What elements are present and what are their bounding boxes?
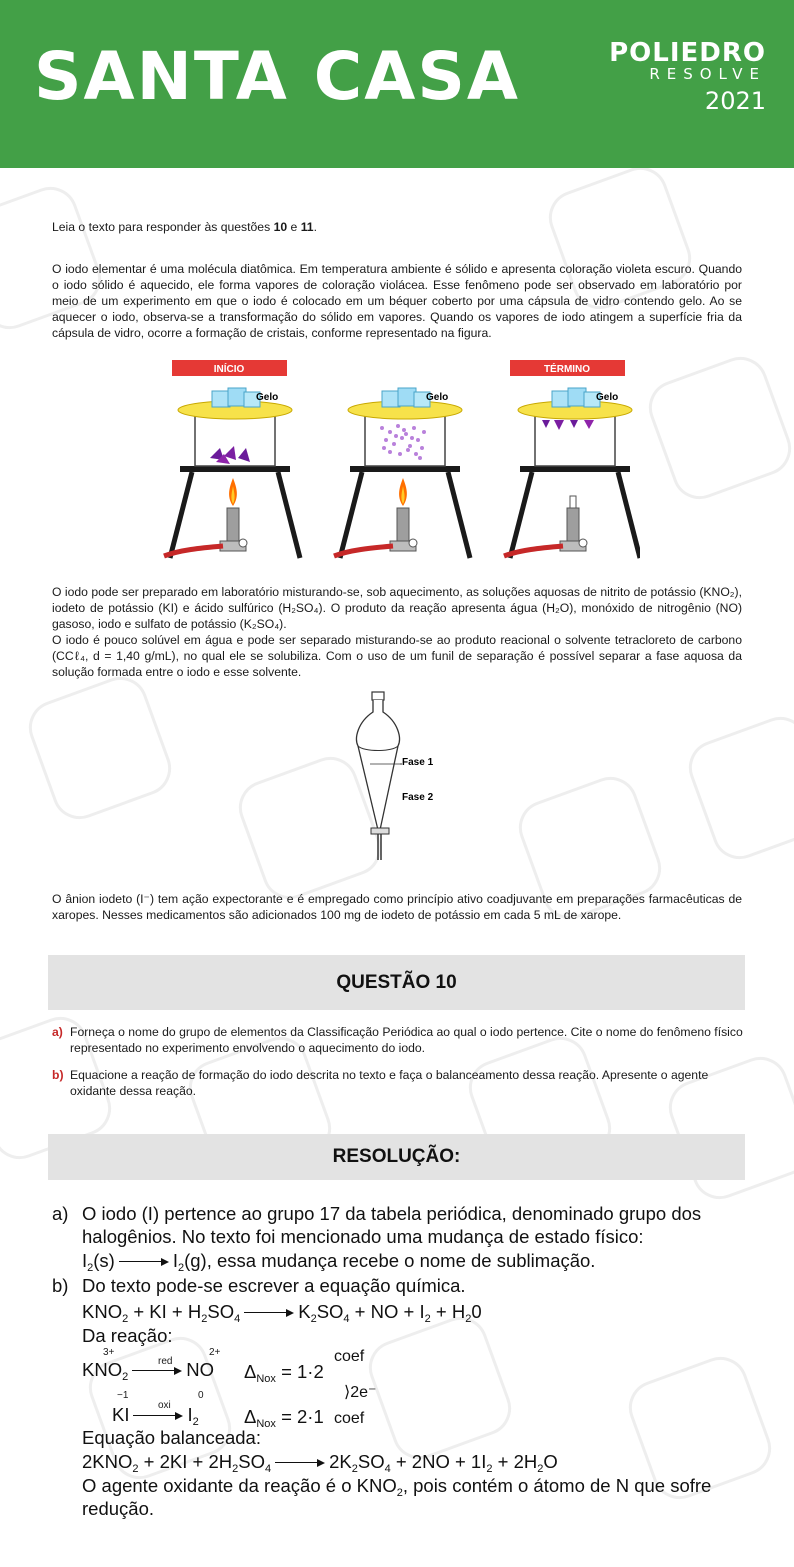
res-conclusion-1 bbox=[82, 1474, 711, 1497]
oxi-label: oxi bbox=[158, 1400, 171, 1411]
paragraph-iodide: O ânion iodeto (I⁻) tem ação expectorante e é empregado como princípio ativo coadjuvante em preparações farmacêuticas de xaropes. Nesses medicamentos são adicionados 100 mg de iodeto de potássio em cada 5 mL de xarope. bbox=[52, 892, 742, 922]
question-item-b bbox=[52, 1067, 744, 1099]
res-a-sub1: 2 bbox=[87, 1262, 94, 1274]
lead-end: . bbox=[313, 220, 317, 234]
lead-q1: 10 bbox=[273, 220, 288, 234]
res-a-line1: O iodo (I) pertence ao grupo 17 da tabela periódica, denominado grupo dos bbox=[82, 1203, 702, 1224]
nox-oxi-left: −1 bbox=[117, 1390, 129, 1401]
paragraph-iodine: O iodo elementar é uma molécula diatômica. Em temperatura ambiente é sólido e apresenta coloração violeta escuro. Quando o iodo sólido é aquecido, ele forma vapores de coloração violácea. Esse fenômeno pode ser observado em laboratório por meio de um experimento em que o iodo é colocado em um béquer coberto por uma cápsula de vidro contendo gelo. Ao se aquecer o iodo, observa-se a transformação do sólido em vapores. Quando os vapores de iodo atingem a superfície fria da cápsula de vidro, ocorre a formação de cristais, conforme representado na figura. bbox=[52, 262, 742, 340]
paragraph-preparation bbox=[52, 584, 742, 680]
brand-logo bbox=[609, 40, 766, 113]
res-a-i2: I bbox=[172, 1250, 178, 1271]
delta-symbol-2: Δ bbox=[244, 1406, 257, 1427]
ice-label-3: Gelo bbox=[596, 392, 619, 403]
coef-label-2: coef bbox=[334, 1410, 365, 1427]
res-a-i1: I bbox=[82, 1250, 88, 1271]
label-start: INÍCIO bbox=[213, 364, 245, 375]
preparation-line2: O iodo é pouco solúvel em água e pode ser separado misturando-se ao produto reacional o solvente tetracloreto de carbono (CCℓ₄, d = 1,40 g/mL), no qual ele se solubiliza. Com o uso de um funil de separação é possível separar a fase aquosa da solução formada entre o iodo e esse solvente. bbox=[52, 633, 742, 679]
res-a-label: a) bbox=[52, 1203, 69, 1224]
separatory-funnel-figure bbox=[340, 690, 500, 870]
header-banner bbox=[0, 0, 794, 168]
res-nox-oxi: KI $I_2$ bbox=[112, 1404, 199, 1428]
res-conclusion-2: redução. bbox=[82, 1498, 154, 1519]
res-balanced-equation: $2KNO_2 + 2KI + 2H_2SO_4$ $2K_2SO_4 + 2NO + 1I_2 + 2H_2O$ bbox=[82, 1451, 558, 1475]
reaction-arrow-icon bbox=[275, 1459, 325, 1467]
question-title: QUESTÃO 10 bbox=[48, 955, 745, 1010]
resolution-title: RESOLUÇÃO: bbox=[48, 1134, 745, 1180]
res-a-state2: (g), essa mudança recebe o nome de sublimação. bbox=[184, 1250, 596, 1271]
nox-red-left: 3+ bbox=[103, 1347, 115, 1358]
res-b-label: b) bbox=[52, 1275, 69, 1296]
delta-nox-2 bbox=[244, 1405, 324, 1428]
brand-year: 2021 bbox=[704, 86, 766, 115]
delta-calc-2: = 2·1 bbox=[281, 1406, 324, 1427]
lead-q2: 11 bbox=[300, 220, 314, 234]
lead-mid: e bbox=[287, 220, 301, 234]
question-item-a bbox=[52, 1024, 744, 1056]
nox-oxi-right: 0 bbox=[198, 1390, 204, 1401]
delta-sub-1: Nox bbox=[256, 1373, 276, 1385]
lead-text: Leia o texto para responder às questões bbox=[52, 220, 274, 234]
electrons-value: 2e⁻ bbox=[350, 1384, 377, 1401]
delta-sub-2: Nox bbox=[256, 1418, 276, 1430]
conclusion-end: , pois contém o átomo de N que sofre bbox=[402, 1475, 712, 1496]
red-label: red bbox=[158, 1356, 173, 1367]
setup-middle bbox=[334, 388, 470, 558]
ice-label-1: Gelo bbox=[256, 392, 279, 403]
sublimation-figure bbox=[160, 358, 640, 568]
res-b-line1: Do texto pode-se escrever a equação química. bbox=[82, 1275, 466, 1296]
question-b-label: b) bbox=[52, 1068, 64, 1082]
res-a-state1: (s) bbox=[93, 1250, 115, 1271]
ice-label-2: Gelo bbox=[426, 392, 449, 403]
reaction-arrow-icon bbox=[244, 1309, 294, 1317]
preparation-line1: O iodo pode ser preparado em laboratório misturando-se, sob aquecimento, as soluções aquosas de nitrito de potássio (KNO₂), iodeto de potássio (KI) e ácido sulfúrico (H₂SO₄). O produto da reação apresenta água (H₂O), monóxido de nitrogênio (NO) gasoso, iodo e sulfato de potássio (K₂SO₄). bbox=[52, 585, 742, 631]
delta-nox-1 bbox=[244, 1360, 324, 1383]
label-end: TÉRMINO bbox=[543, 364, 591, 375]
res-balanced-label: Equação balanceada: bbox=[82, 1427, 261, 1448]
delta-calc-1: = 1·2 bbox=[281, 1361, 324, 1382]
res-nox-red: $KNO_2$ NO bbox=[82, 1359, 214, 1383]
red-arrow-icon bbox=[132, 1367, 182, 1375]
res-b-line3: Da reação: bbox=[82, 1325, 173, 1346]
coef-label-1: coef bbox=[334, 1348, 365, 1365]
phase1-label: Fase 1 bbox=[402, 757, 434, 768]
reaction-arrow-icon bbox=[119, 1258, 169, 1266]
question-b-text: Equacione a reação de formação do iodo descrita no texto e faça o balanceamento dessa reação. Apresente o agente oxidante dessa reação. bbox=[70, 1068, 709, 1098]
brand-sub: RESOLVE bbox=[649, 65, 766, 83]
conclusion-text: O agente oxidante da reação é o KNO bbox=[82, 1475, 397, 1496]
nox-red-right: 2+ bbox=[209, 1347, 221, 1358]
reading-instruction bbox=[52, 219, 742, 235]
setup-start bbox=[164, 388, 300, 558]
res-b-equation: $KNO_2$ + KI + $H_2SO_4$ $K_2SO_4$ + NO + $I_2 + H_20$ bbox=[82, 1301, 482, 1325]
page-title: SANTA CASA bbox=[34, 38, 520, 115]
brand-name: POLIEDRO bbox=[609, 38, 766, 68]
electrons-label: ⟩2e⁻ bbox=[344, 1384, 377, 1401]
delta-symbol-1: Δ bbox=[244, 1361, 257, 1382]
res-a-sub2: 2 bbox=[177, 1262, 185, 1274]
res-a-line3 bbox=[82, 1249, 595, 1272]
question-a-text: Forneça o nome do grupo de elementos da Classificação Periódica ao qual o iodo pertence. Cite o nome do fenômeno físico representado no experimento envolvendo o aquecimento do iodo. bbox=[70, 1025, 743, 1055]
phase2-label: Fase 2 bbox=[402, 792, 434, 803]
oxi-arrow-icon bbox=[133, 1412, 183, 1420]
setup-end bbox=[504, 388, 640, 558]
res-a-line2: halogênios. No texto foi mencionado uma mudança de estado físico: bbox=[82, 1226, 644, 1247]
question-a-label: a) bbox=[52, 1025, 63, 1039]
conclusion-sub: 2 bbox=[396, 1487, 403, 1499]
